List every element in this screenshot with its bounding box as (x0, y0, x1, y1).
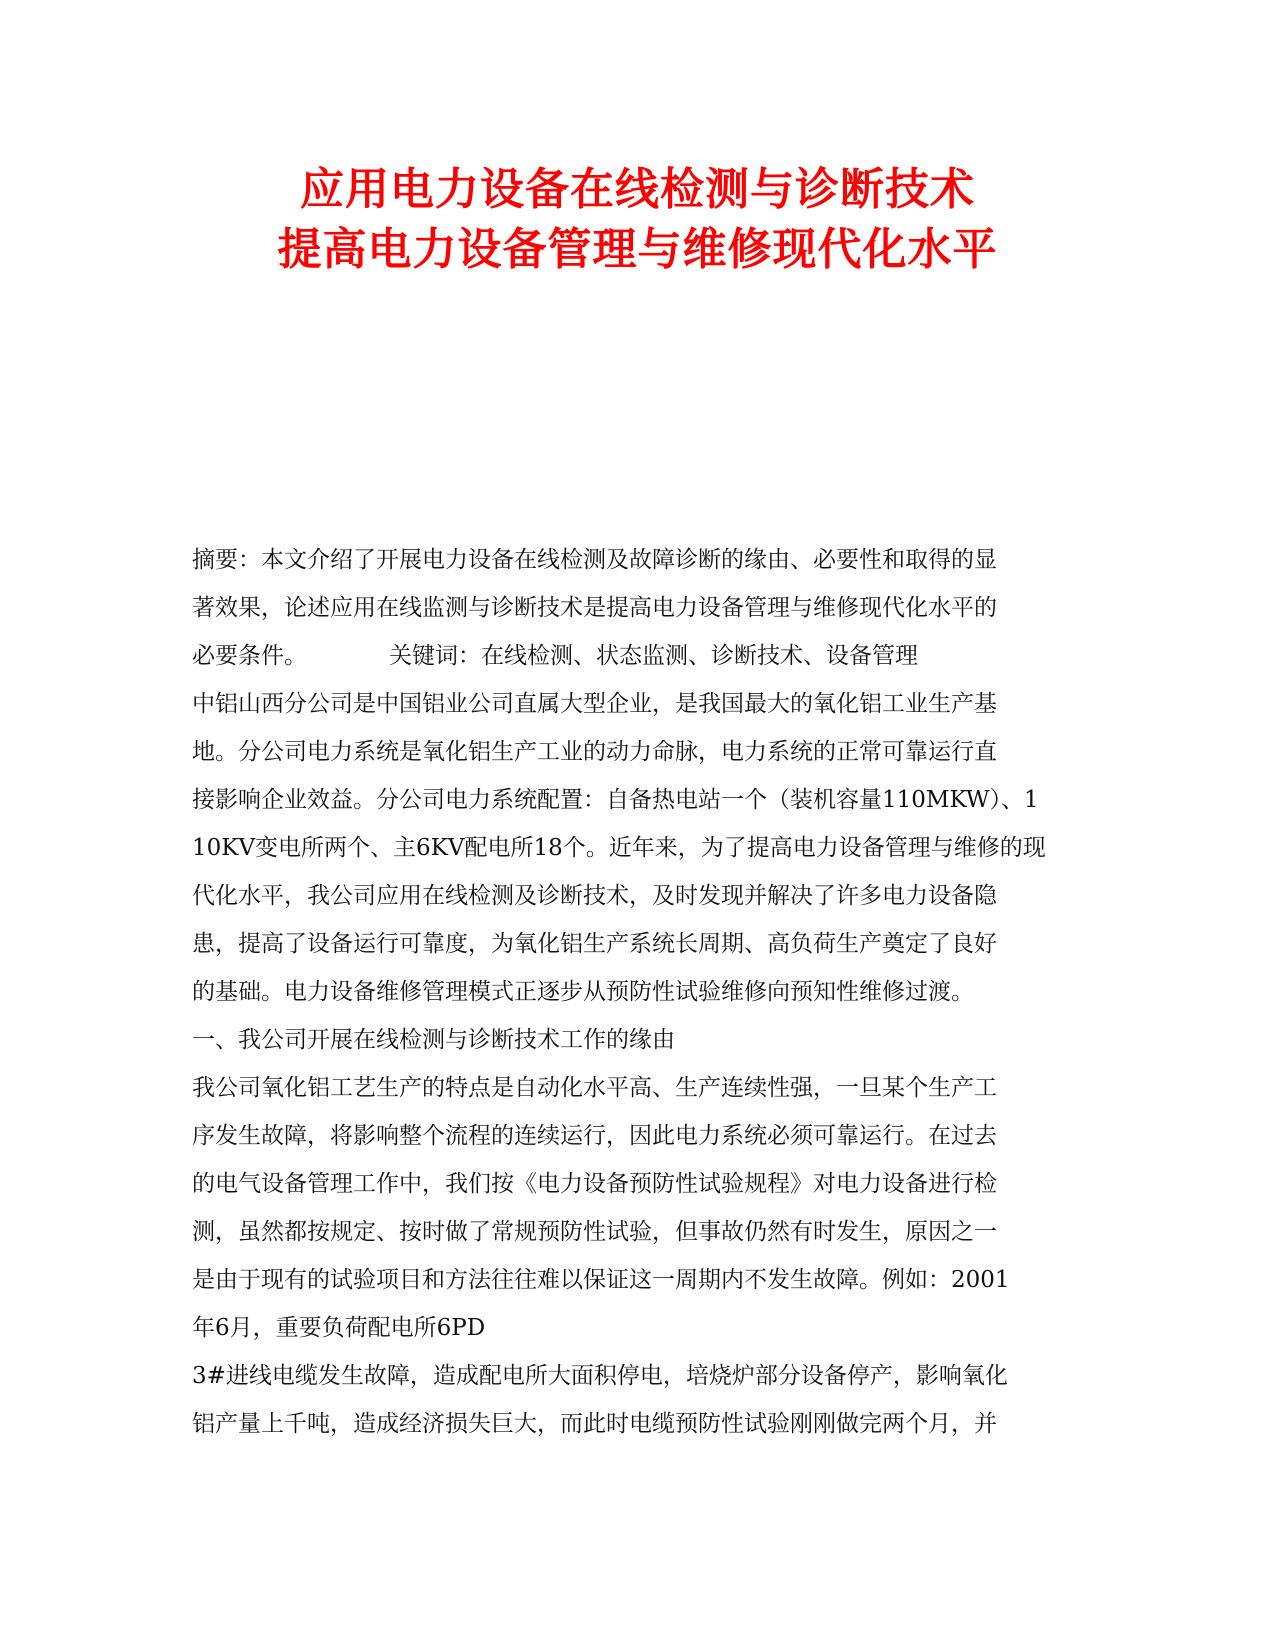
paragraph-line: 序发生故障，将影响整个流程的连续运行，因此电力系统必须可靠运行。在过去 (192, 1123, 997, 1149)
keywords: 关键词：在线检测、状态监测、诊断技术、设备管理 (389, 643, 918, 669)
abstract-line: 著效果，论述应用在线监测与诊断技术是提高电力设备管理与维修现代化水平的 (192, 595, 997, 621)
paragraph-line: 地。分公司电力系统是氧化铝生产工业的动力命脉，电力系统的正常可靠运行直 (192, 739, 997, 765)
section-heading: 一、我公司开展在线检测与诊断技术工作的缘由 (192, 1027, 675, 1053)
title-line-1: 应用电力设备在线检测与诊断技术 (300, 164, 975, 215)
paragraph-line: 的电气设备管理工作中，我们按《电力设备预防性试验规程》对电力设备进行检 (192, 1171, 997, 1197)
paragraph-line: 测，虽然都按规定、按时做了常规预防性试验，但事故仍然有时发生，原因之一 (192, 1219, 997, 1245)
paragraph-line: 中铝山西分公司是中国铝业公司直属大型企业，是我国最大的氧化铝工业生产基 (192, 691, 997, 717)
abstract-line: 摘要：本文介绍了开展电力设备在线检测及故障诊断的缘由、必要性和取得的显 (192, 547, 997, 573)
paragraph-line: 患，提高了设备运行可靠度，为氧化铝生产系统长周期、高负荷生产奠定了良好 (192, 931, 997, 957)
abstract-keywords-line (192, 632, 1072, 680)
document-body (192, 536, 1072, 1448)
paragraph-line: 铝产量上千吨，造成经济损失巨大，而此时电缆预防性试验刚刚做完两个月，并 (192, 1411, 997, 1437)
title-line-2: 提高电力设备管理与维修现代化水平 (277, 224, 998, 275)
abstract-line: 必要条件。 (192, 643, 307, 669)
paragraph-line: 是由于现有的试验项目和方法往往难以保证这一周期内不发生故障。例如：2001 (192, 1267, 1010, 1293)
paragraph-line: 10KV变电所两个、主6KV配电所18个。近年来，为了提高电力设备管理与维修的现 (192, 835, 1046, 861)
paragraph-line: 3#进线电缆发生故障，造成配电所大面积停电，培烧炉部分设备停产，影响氧化 (192, 1363, 1008, 1389)
paragraph-line: 接影响企业效益。分公司电力系统配置：自备热电站一个（装机容量110MKW）、1 (192, 787, 1039, 813)
paragraph-line: 代化水平，我公司应用在线检测及诊断技术，及时发现并解决了许多电力设备隐 (192, 883, 997, 909)
paragraph-line: 我公司氧化铝工艺生产的特点是自动化水平高、生产连续性强，一旦某个生产工 (192, 1075, 997, 1101)
document-title (0, 160, 1275, 280)
paragraph-line: 的基础。电力设备维修管理模式正逐步从预防性试验维修向预知性维修过渡。 (192, 979, 974, 1005)
paragraph-line: 年6月，重要负荷配电所6PD (192, 1315, 486, 1341)
